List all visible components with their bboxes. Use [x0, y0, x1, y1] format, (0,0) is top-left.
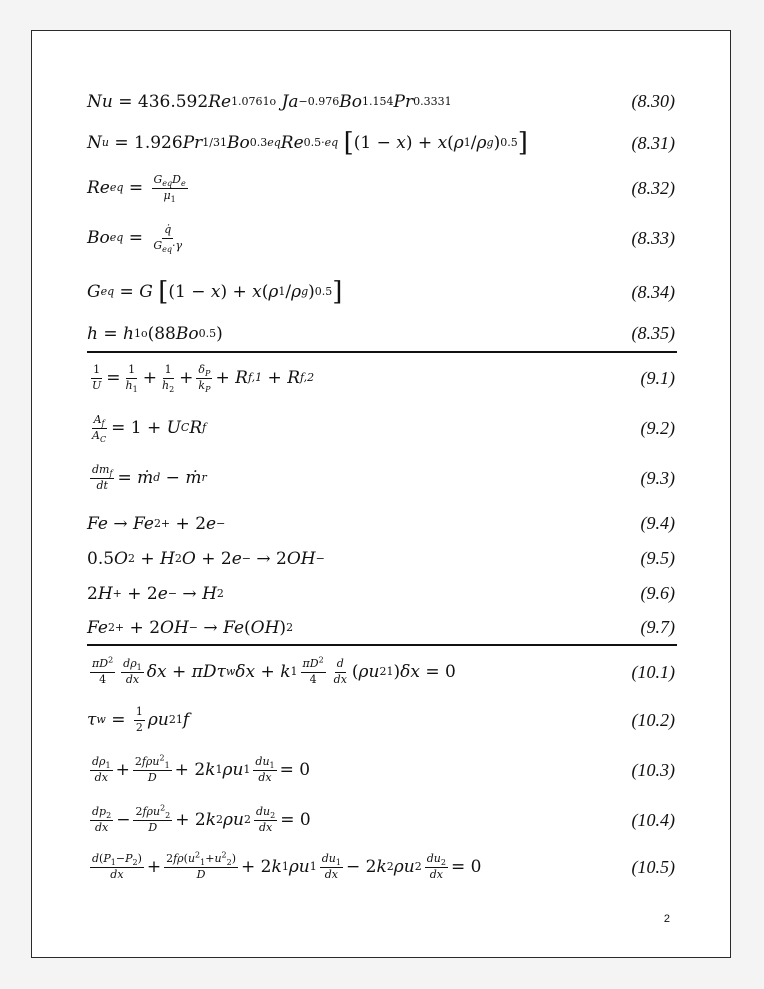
equation-number: (9.3) — [640, 467, 675, 488]
equation-row — [87, 323, 675, 344]
equation-number: (10.4) — [631, 809, 675, 830]
equation-9-2: $\frac{A_f}{A_C}$ = 1 + U C R f — [92, 413, 207, 444]
equation-row — [87, 617, 675, 638]
section-divider — [87, 351, 677, 353]
equation-row — [87, 548, 675, 569]
equation-10-4: $\frac{dp_2}{dx}$ − $\frac{2f\rho u^2_2}{D}$ + 2 k 2 ρu 2 $\frac{du_2}{dx}$ = 0 — [92, 803, 311, 834]
equation-row — [87, 91, 675, 112]
equation-8-35: h = h 1o (88 Bo 0.5 ) — [87, 323, 223, 344]
equation-10-5: $\frac{d(P_1-P_2)}{dx}$ + $\frac{2f\rho(u^2_1+u^2_2)}{D}$ + 2 k 1 ρu 1 $\frac{du_1}{dx}$ − 2 k 2 ρu 2 $\frac{du_2}{dx}$ = 0 — [92, 850, 482, 881]
equation-number: (8.33) — [631, 227, 675, 248]
equation-number: (8.32) — [631, 177, 675, 198]
equation-10-1: $\frac{\pi D^2}{4}$ $\frac{d\rho_1}{dx}$ δx + πDτ w δx + k 1 $\frac{\pi D^2}{4}$ $\frac{d}{dx}$ ( ρu 2 1 ) δx = 0 — [92, 655, 456, 686]
equation-number: (8.31) — [631, 132, 675, 153]
equation-number: (9.5) — [640, 548, 675, 568]
section-divider — [87, 644, 677, 646]
equation-9-1: $\frac{1}{U}$ = $\frac{1}{h_1}$ + $\frac{1}{h_2}$ + $\frac{\delta_P}{k_P}$ + R f,1 + R f,2 — [92, 363, 315, 394]
equation-row — [87, 513, 675, 534]
equation-9-5: 0.5 O 2 + H 2 O + 2 e − → 2 OH − — [87, 548, 325, 569]
document-page — [31, 30, 731, 958]
equation-number: (9.2) — [640, 417, 675, 438]
equation-row — [87, 279, 675, 305]
equation-8-34: G eq = G [ (1 − x ) + x ( ρ 1 / ρ g ) 0.5 ] — [87, 277, 343, 307]
page-number: 2 — [663, 913, 670, 925]
equation-row — [87, 224, 675, 252]
equation-row — [87, 130, 675, 156]
equation-row — [87, 364, 675, 392]
equation-row — [87, 803, 675, 834]
equation-row — [87, 850, 675, 881]
equation-row — [87, 706, 675, 734]
equation-row — [87, 464, 675, 492]
equation-row — [87, 174, 675, 202]
equation-number: (10.3) — [631, 759, 675, 780]
equation-8-31: N u = 1.926 Pr 1/3 1 Bo 0.3 eq Re 0.5· eq [ (1 − x ) + x ( ρ 1 / ρ g ) 0.5 ] — [87, 128, 528, 158]
equation-number: (9.4) — [640, 513, 675, 533]
equation-number: (10.1) — [631, 661, 675, 682]
equation-number: (10.2) — [631, 709, 675, 730]
equation-number: (8.35) — [631, 323, 675, 343]
equation-number: (9.7) — [640, 617, 675, 637]
equation-number: (8.34) — [631, 281, 675, 302]
equation-9-4: Fe → Fe 2+ + 2 e − — [87, 513, 226, 534]
equation-row — [87, 753, 675, 784]
equation-8-33: Bo eq = $\frac{q̇}{G_{eq}\cdot\gamma}$ — [87, 223, 183, 254]
equation-number: (8.30) — [631, 91, 675, 111]
equation-number: (9.6) — [640, 583, 675, 603]
equation-row — [87, 655, 675, 686]
equation-9-3: $\frac{dm_f}{dt}$ = ṁ d − ṁ r — [92, 463, 207, 492]
equation-8-30: Nu = 436.592 Re 1.076 1o Ja −0.976 Bo 1.154 Pr 0.333 1 — [87, 91, 452, 112]
equation-10-3: $\frac{d\rho_1}{dx}$ + $\frac{2f\rho u^2_1}{D}$ + 2 k 1 ρu 1 $\frac{du_1}{dx}$ = 0 — [92, 753, 311, 784]
equation-number: (10.5) — [631, 856, 675, 877]
equation-row — [87, 583, 675, 604]
equation-number: (9.1) — [640, 367, 675, 388]
equation-row — [87, 414, 675, 442]
equation-9-6: 2 H + + 2 e − → H 2 — [87, 583, 224, 604]
equation-10-2: τ w = $\frac{1}{2}$ ρu 2 1 f — [87, 705, 190, 734]
equation-9-7: Fe 2+ + 2 OH − → Fe ( OH ) 2 — [87, 617, 294, 638]
equation-8-32: Re eq = $\frac{G_{eq}D_e}{\mu_1}$ — [87, 173, 186, 204]
